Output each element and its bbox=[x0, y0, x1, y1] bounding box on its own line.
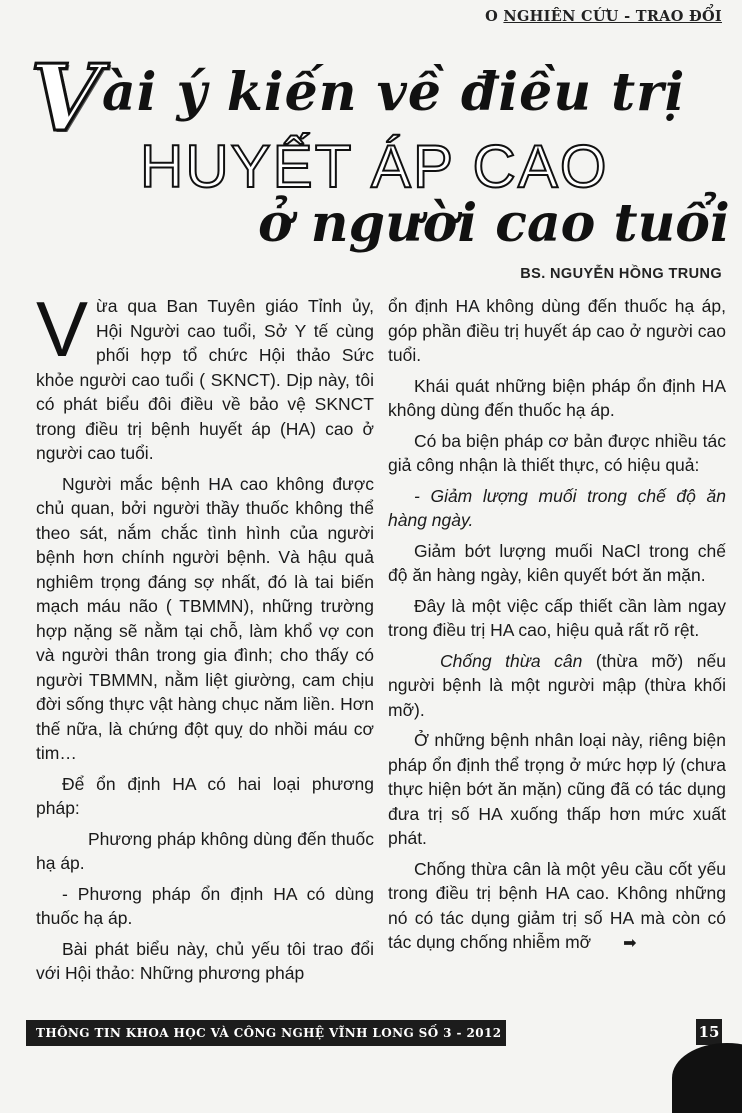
paragraph: ổn định HA không dùng đến thuốc hạ áp, góp phần điều trị huyết áp cao ở người cao tuổi. bbox=[388, 296, 726, 365]
paragraph: Để ổn định HA có hai loại phương pháp: bbox=[36, 773, 374, 818]
paragraph: Bài phát biểu này, chủ yếu tôi trao đổi với Hội thảo: Những phương pháp bbox=[36, 938, 374, 983]
paragraph: Ở những bệnh nhân loại này, riêng biện pháp ổn định thể trọng ở mức hợp lý (chưa thực hiện bớt ăn mặn) cũng đã có tác dụng đưa trị số HA xuống thấp hơn mức xuất phát. bbox=[388, 730, 726, 848]
paragraph: Phương pháp không dùng đến thuốc hạ áp. bbox=[36, 828, 374, 873]
title-dropcap: V bbox=[30, 44, 102, 152]
paragraph-text: Chống thừa cân là một yêu cầu cốt yếu trong điều trị bệnh HA cao. Không những nó có tác dụng giảm trị số HA mà còn có tác dụng chống nhiễm mỡ bbox=[388, 858, 726, 952]
title-line-3: ở người cao tuổi bbox=[258, 193, 730, 254]
title-line-2: HUYẾT ÁP CAO bbox=[140, 133, 609, 200]
paragraph: Đây là một việc cấp thiết cần làm ngay trong điều trị HA cao, hiệu quả rất rõ rệt. bbox=[388, 595, 726, 640]
section-prefix: O bbox=[485, 8, 504, 25]
paragraph: Khái quát những biện pháp ổn định HA không dùng đến thuốc hạ áp. bbox=[388, 375, 726, 420]
paragraph bbox=[36, 285, 374, 466]
paragraph bbox=[388, 649, 726, 723]
emphasis: Chống thừa cân bbox=[440, 650, 583, 671]
section-title: NGHIÊN CỨU - TRAO ĐỔI bbox=[503, 8, 722, 25]
left-column bbox=[36, 285, 374, 992]
paragraph-text: ừa qua Ban Tuyên giáo Tỉnh ủy, Hội Người cao tuổi, Sở Y tế cùng phối hợp tổ chức Hội thảo Sức khỏe người cao tuổi ( SKNCT). Dịp này, tôi có phát biểu đôi điều về bảo vệ SKNCT trong điều trị bệnh huyết áp (HA) cao ở người cao tuổi. bbox=[36, 296, 374, 463]
body-dropcap: V bbox=[36, 285, 89, 373]
section-header bbox=[485, 8, 722, 25]
author-byline: BS. NGUYỄN HỒNG TRUNG bbox=[520, 266, 722, 282]
paragraph: - Phương pháp ổn định HA có dùng thuốc hạ áp. bbox=[36, 883, 374, 928]
paragraph-text: (thừa mỡ) nếu người bệnh là một người mập (thừa khối mỡ). bbox=[388, 650, 726, 720]
article-title bbox=[30, 44, 690, 152]
page-number: 15 bbox=[696, 1019, 722, 1045]
paragraph: - Giảm lượng muối trong chế độ ăn hàng ngày. bbox=[388, 485, 726, 530]
paragraph: Có ba biện pháp cơ bản được nhiều tác giả công nhận là thiết thực, có hiệu quả: bbox=[388, 430, 726, 475]
title-line-1: ài ý kiến về điều trị bbox=[102, 62, 686, 123]
paragraph: Giảm bớt lượng muối NaCl trong chế độ ăn hàng ngày, kiên quyết bớt ăn mặn. bbox=[388, 540, 726, 585]
paragraph: Người mắc bệnh HA cao không được chủ quan, bởi người thầy thuốc không thể theo sát, nắm chắc tình hình của người bệnh hơn chính người bệnh. Và hậu quả nghiêm trọng đáng sợ nhất, đó là tai biến mạch máu não ( TBMMN), những trường hợp nặng sẽ nằm tại chỗ, làm khổ vợ con và người thân trong gia đình; cho thấy có người TBMMN, nằm liệt giường, cam chịu đời sống thực vật hàng chục năm liền. Hơn thế nữa, là chứng đột quỵ do nhồi máu cơ tim… bbox=[36, 473, 374, 763]
journal-footer: THÔNG TIN KHOA HỌC VÀ CÔNG NGHỆ VĨNH LONG SỐ 3 - 2012 bbox=[26, 1020, 506, 1046]
right-column bbox=[388, 294, 726, 963]
continue-arrow-icon: ➡ bbox=[623, 935, 637, 952]
corner-decoration bbox=[672, 1043, 742, 1113]
paragraph bbox=[388, 857, 726, 957]
